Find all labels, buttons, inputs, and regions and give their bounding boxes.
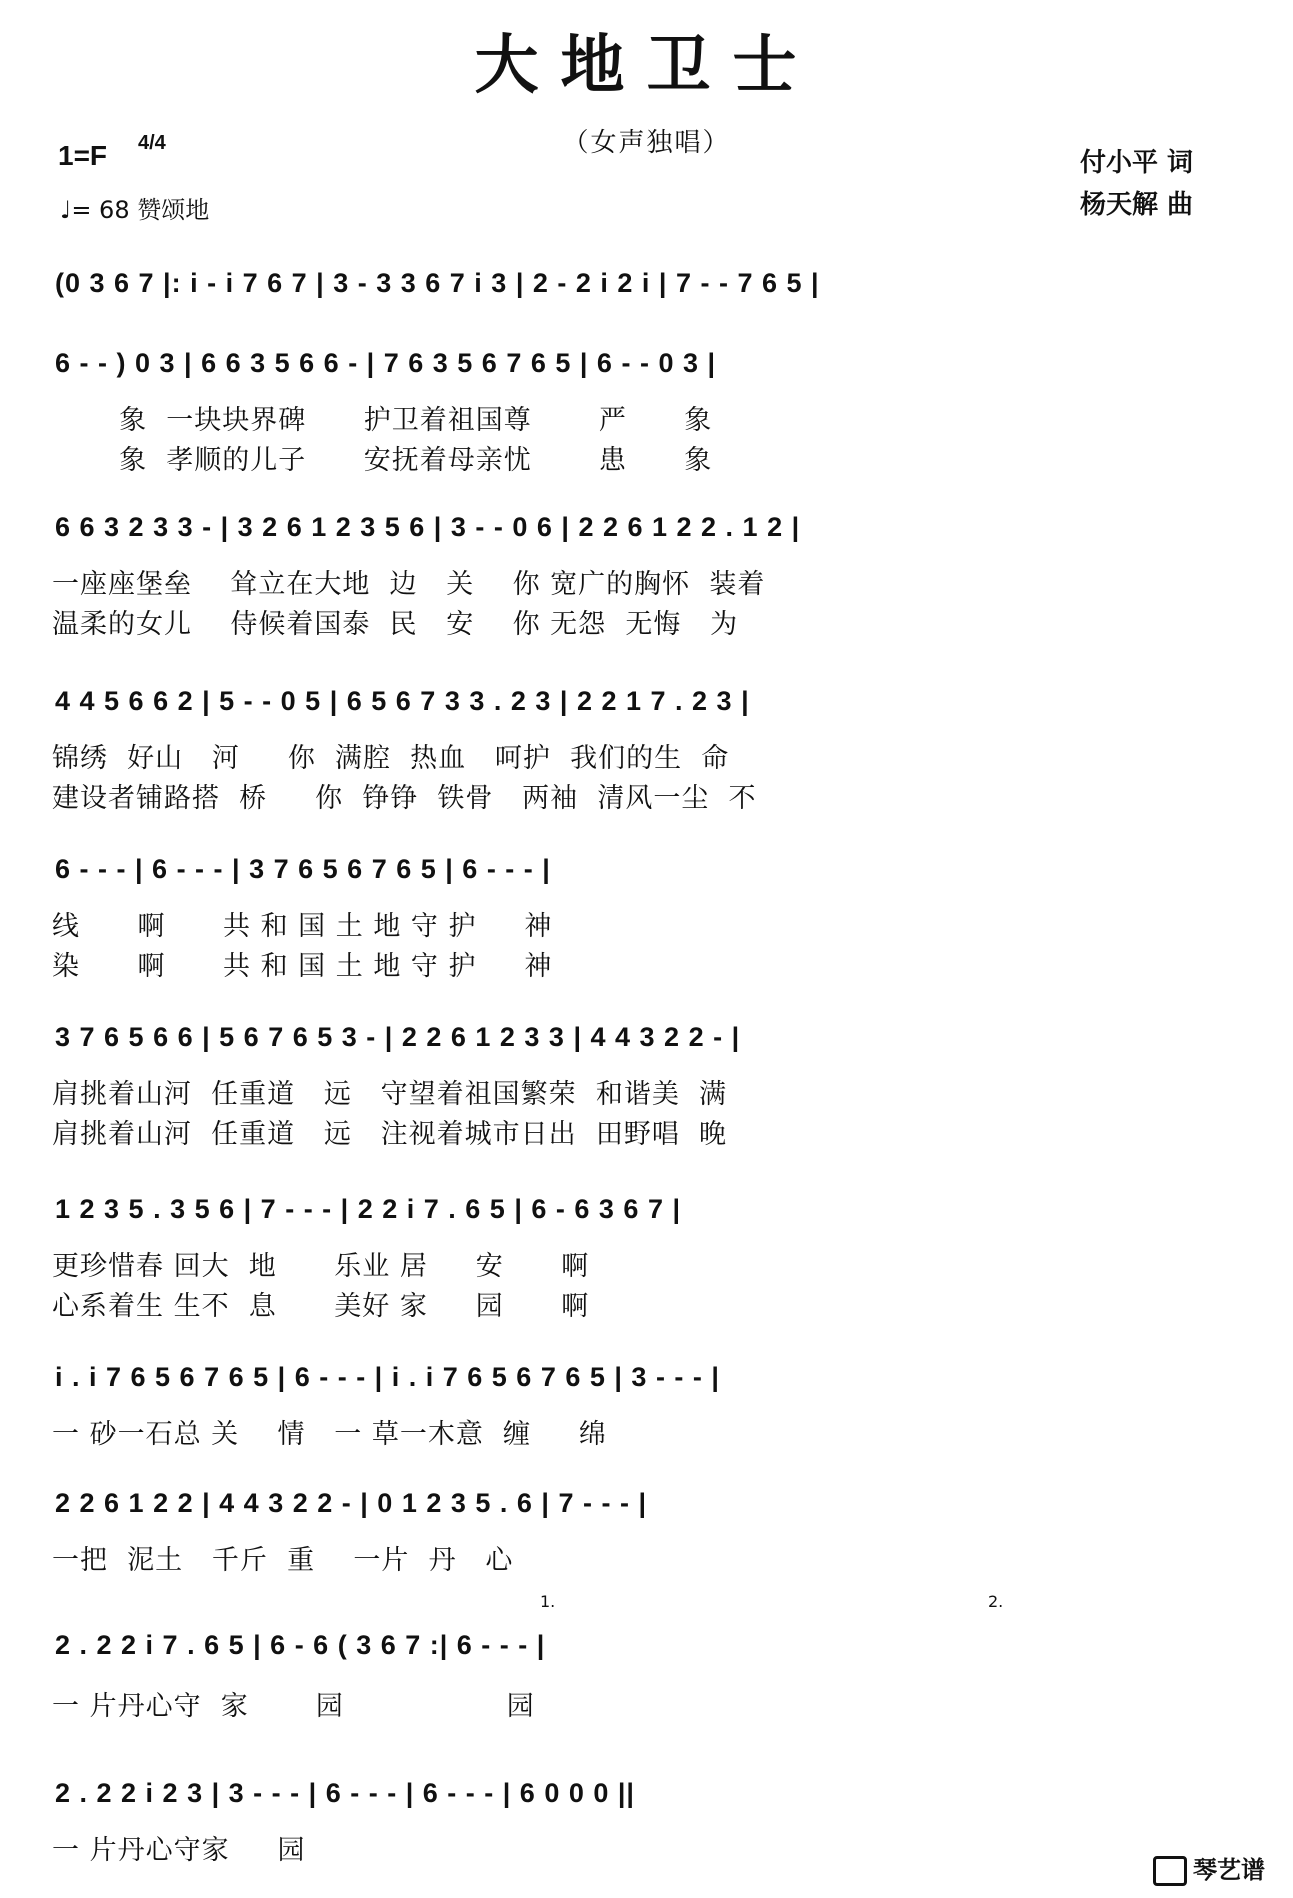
- lyric-line-7a: 更珍惜春 回大 地 乐业 居 安 啊: [52, 1251, 590, 1282]
- music-line-3: 6 6 3 2 3 3 - | 3 2 6 1 2 3 5 6 | 3 - - 0 6 | 2 2 6 1 2 2 . 1 2 |: [55, 512, 801, 542]
- music-line-10: 2 . 2 2 i 7 . 6 5 | 6 - 6 ( 3 6 7 :| 6 - - - |: [55, 1630, 546, 1660]
- watermark-logo-icon: [1153, 1856, 1187, 1886]
- lyric-line-2b: 象 孝顺的儿子 安抚着母亲忧 患 象: [52, 445, 713, 476]
- song-subtitle: （女声独唱）: [562, 128, 731, 158]
- tempo-marking: ♩= 68 赞颂地: [60, 196, 210, 224]
- music-line-2: 6 - - ) 0 3 | 6 6 3 5 6 6 - | 7 6 3 5 6 7 6 5 | 6 - - 0 3 |: [55, 348, 717, 378]
- lyric-line-6a: 肩挑着山河 任重道 远 守望着祖国繁荣 和谐美 满: [52, 1079, 727, 1110]
- time-signature: 4/4: [138, 132, 166, 154]
- lyric-line-3b: 温柔的女儿 侍候着国泰 民 安 你 无怨 无悔 为: [52, 609, 739, 640]
- music-line-9: 2 2 6 1 2 2 | 4 4 3 2 2 - | 0 1 2 3 5 . 6 | 7 - - - |: [55, 1488, 648, 1518]
- lyric-line-11: 一 片丹心守家 园: [52, 1835, 306, 1866]
- watermark-text: 琴艺谱: [1193, 1856, 1265, 1884]
- lyricist-credit: 付小平 词: [1080, 148, 1194, 178]
- lyric-line-7b: 心系着生 生不 息 美好 家 园 啊: [52, 1291, 590, 1322]
- music-line-7: 1 2 3 5 . 3 5 6 | 7 - - - | 2 2 i 7 . 6 5 | 6 - 6 3 6 7 |: [55, 1194, 682, 1224]
- music-line-5: 6 - - - | 6 - - - | 3 7 6 5 6 7 6 5 | 6 - - - |: [55, 854, 551, 884]
- site-watermark: [1153, 1850, 1265, 1886]
- song-title: 大地卫士: [474, 28, 819, 103]
- music-line-6: 3 7 6 5 6 6 | 5 6 7 6 5 3 - | 2 2 6 1 2 3 3 | 4 4 3 2 2 - |: [55, 1022, 741, 1052]
- lyric-line-4b: 建设者铺路搭 桥 你 铮铮 铁骨 两袖 清风一尘 不: [52, 783, 757, 814]
- volta-1: 1.: [540, 1592, 556, 1611]
- lyric-line-2a: 象 一块块界碑 护卫着祖国尊 严 象: [52, 405, 713, 436]
- lyric-line-8: 一 砂一石总 关 情 一 草一木意 缠 绵: [52, 1419, 607, 1450]
- lyric-line-3a: 一座座堡垒 耸立在大地 边 关 你 宽广的胸怀 装着: [52, 569, 766, 600]
- music-line-1: (0 3 6 7 |: i - i 7 6 7 | 3 - 3 3 6 7 i 3 | 2 - 2 i 2 i | 7 - - 7 6 5 |: [55, 268, 820, 298]
- lyric-line-4a: 锦绣 好山 河 你 满腔 热血 呵护 我们的生 命: [52, 743, 730, 774]
- music-line-4: 4 4 5 6 6 2 | 5 - - 0 5 | 6 5 6 7 3 3 . 2 3 | 2 2 1 7 . 2 3 |: [55, 686, 750, 716]
- lyric-line-6b: 肩挑着山河 任重道 远 注视着城市日出 田野唱 晚: [52, 1119, 727, 1150]
- key-signature: 1=F: [58, 140, 108, 171]
- lyric-line-9: 一把 泥土 千斤 重 一片 丹 心: [52, 1545, 514, 1576]
- lyric-line-5b: 染 啊 共 和 国 土 地 守 护 神: [52, 951, 553, 982]
- music-line-8: i . i 7 6 5 6 7 6 5 | 6 - - - | i . i 7 6 5 6 7 6 5 | 3 - - - |: [55, 1362, 720, 1392]
- music-line-11: 2 . 2 2 i 2 3 | 3 - - - | 6 - - - | 6 - - - | 6 0 0 0 ||: [55, 1778, 635, 1808]
- volta-2: 2.: [988, 1592, 1004, 1611]
- lyric-line-10: 一 片丹心守 家 园 园: [52, 1691, 535, 1722]
- composer-credit: 杨天解 曲: [1080, 190, 1194, 220]
- lyric-line-5a: 线 啊 共 和 国 土 地 守 护 神: [52, 911, 553, 942]
